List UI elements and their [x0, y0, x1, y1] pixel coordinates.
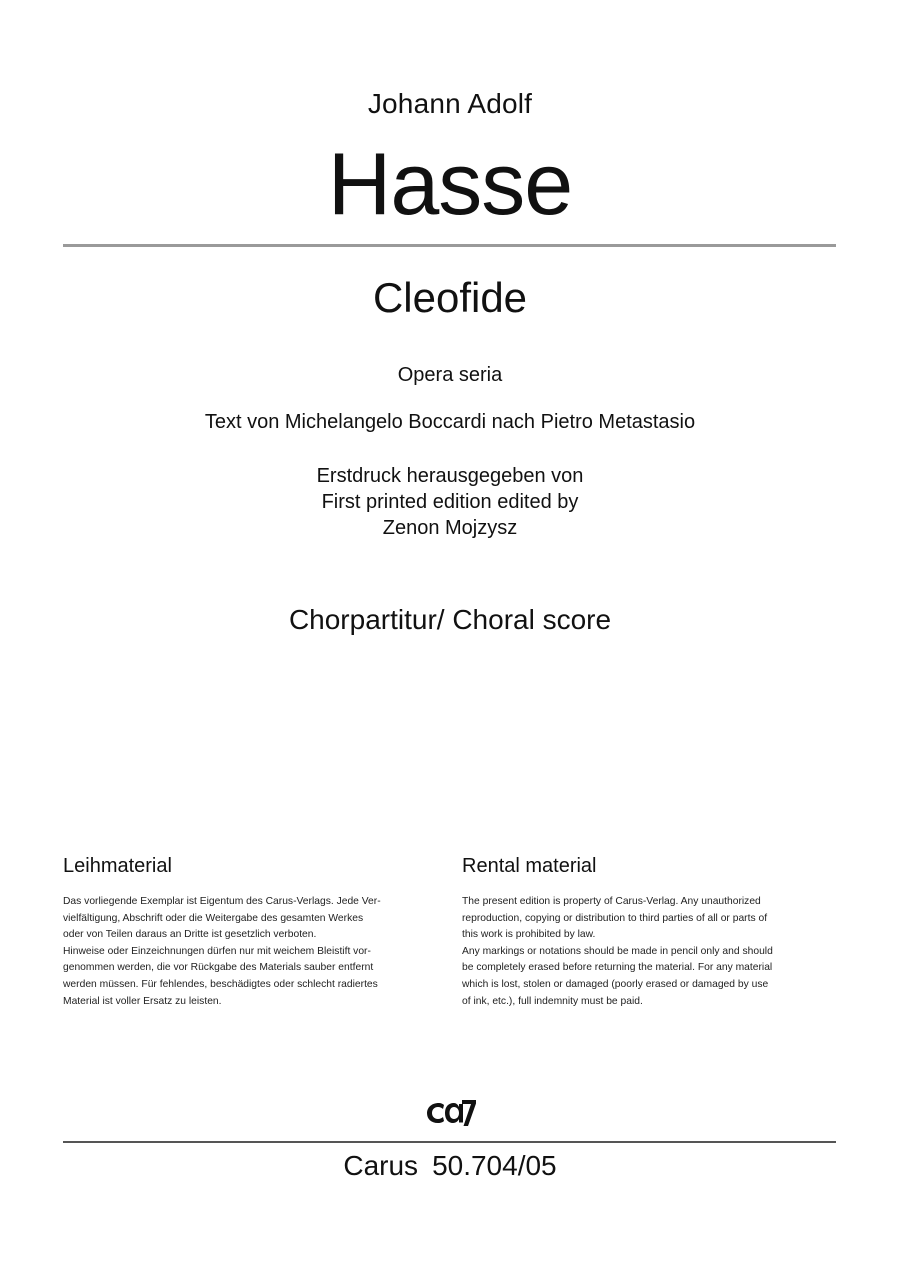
rental-text-de: [63, 894, 438, 1010]
composer-last-name: Hasse: [327, 134, 573, 233]
publisher-name: Carus: [343, 1150, 419, 1181]
rental-notice-en: [462, 855, 837, 1010]
editor-name: Zenon Mojzysz: [382, 517, 518, 539]
rental-text-line: reproduction, copying or distribution to third parties of all or parts of: [462, 912, 768, 924]
composer-first-name: Johann Adolf: [367, 88, 533, 119]
rental-text-line: be completely erased before returning the material. For any material: [462, 962, 773, 974]
rental-text-line: The present edition is property of Carus-Verlag. Any unauthorized: [462, 896, 761, 907]
rental-text-line: Any markings or notations should be made in pencil only and should: [462, 945, 773, 957]
text-credit: Text von Michelangelo Boccardi nach Pietro Metastasio: [204, 411, 696, 433]
rental-text-line: which is lost, stolen or damaged (poorly erased or damaged by use: [462, 978, 769, 990]
footer-divider: [63, 1141, 836, 1143]
rental-heading-de: Leihmaterial: [63, 855, 172, 877]
rental-text-line: of ink, etc.), full indemnity must be paid.: [462, 995, 643, 1007]
score-type: Chorpartitur/ Choral score: [288, 604, 612, 635]
work-title: Cleofide: [372, 274, 528, 321]
rental-text-line: Material ist voller Ersatz zu leisten.: [63, 995, 222, 1007]
rental-text-line: Das vorliegende Exemplar ist Eigentum des Carus-Verlags. Jede Ver-: [63, 896, 381, 907]
rental-text-en: [462, 894, 837, 1010]
rental-text-line: werden müssen. Für fehlendes, beschädigtes oder schlecht radiertes: [63, 978, 378, 990]
genre-label: Opera seria: [397, 364, 503, 386]
catalog-line: [0, 1150, 900, 1182]
carus-logo-icon: [425, 1096, 477, 1130]
rental-text-line: genommen werden, die vor Rückgabe des Materials sauber entfernt: [63, 962, 374, 974]
rental-heading-en: Rental material: [462, 855, 597, 877]
rental-text-line: this work is prohibited by law.: [462, 929, 596, 941]
title-divider: [63, 244, 836, 247]
catalog-number: 50.704/05: [432, 1150, 557, 1181]
rental-notice-de: [63, 855, 438, 1010]
rental-text-line: oder von Teilen daraus an Dritte ist gesetzlich verboten.: [63, 929, 317, 941]
rental-text-line: Hinweise oder Einzeichnungen dürfen nur mit weichem Bleistift vor-: [63, 945, 371, 957]
rental-text-line: vielfältigung, Abschrift oder die Weitergabe des gesamten Werkes: [63, 912, 364, 924]
edition-note-de: Erstdruck herausgegeben von: [316, 465, 584, 487]
edition-note-en: First printed edition edited by: [321, 491, 579, 513]
